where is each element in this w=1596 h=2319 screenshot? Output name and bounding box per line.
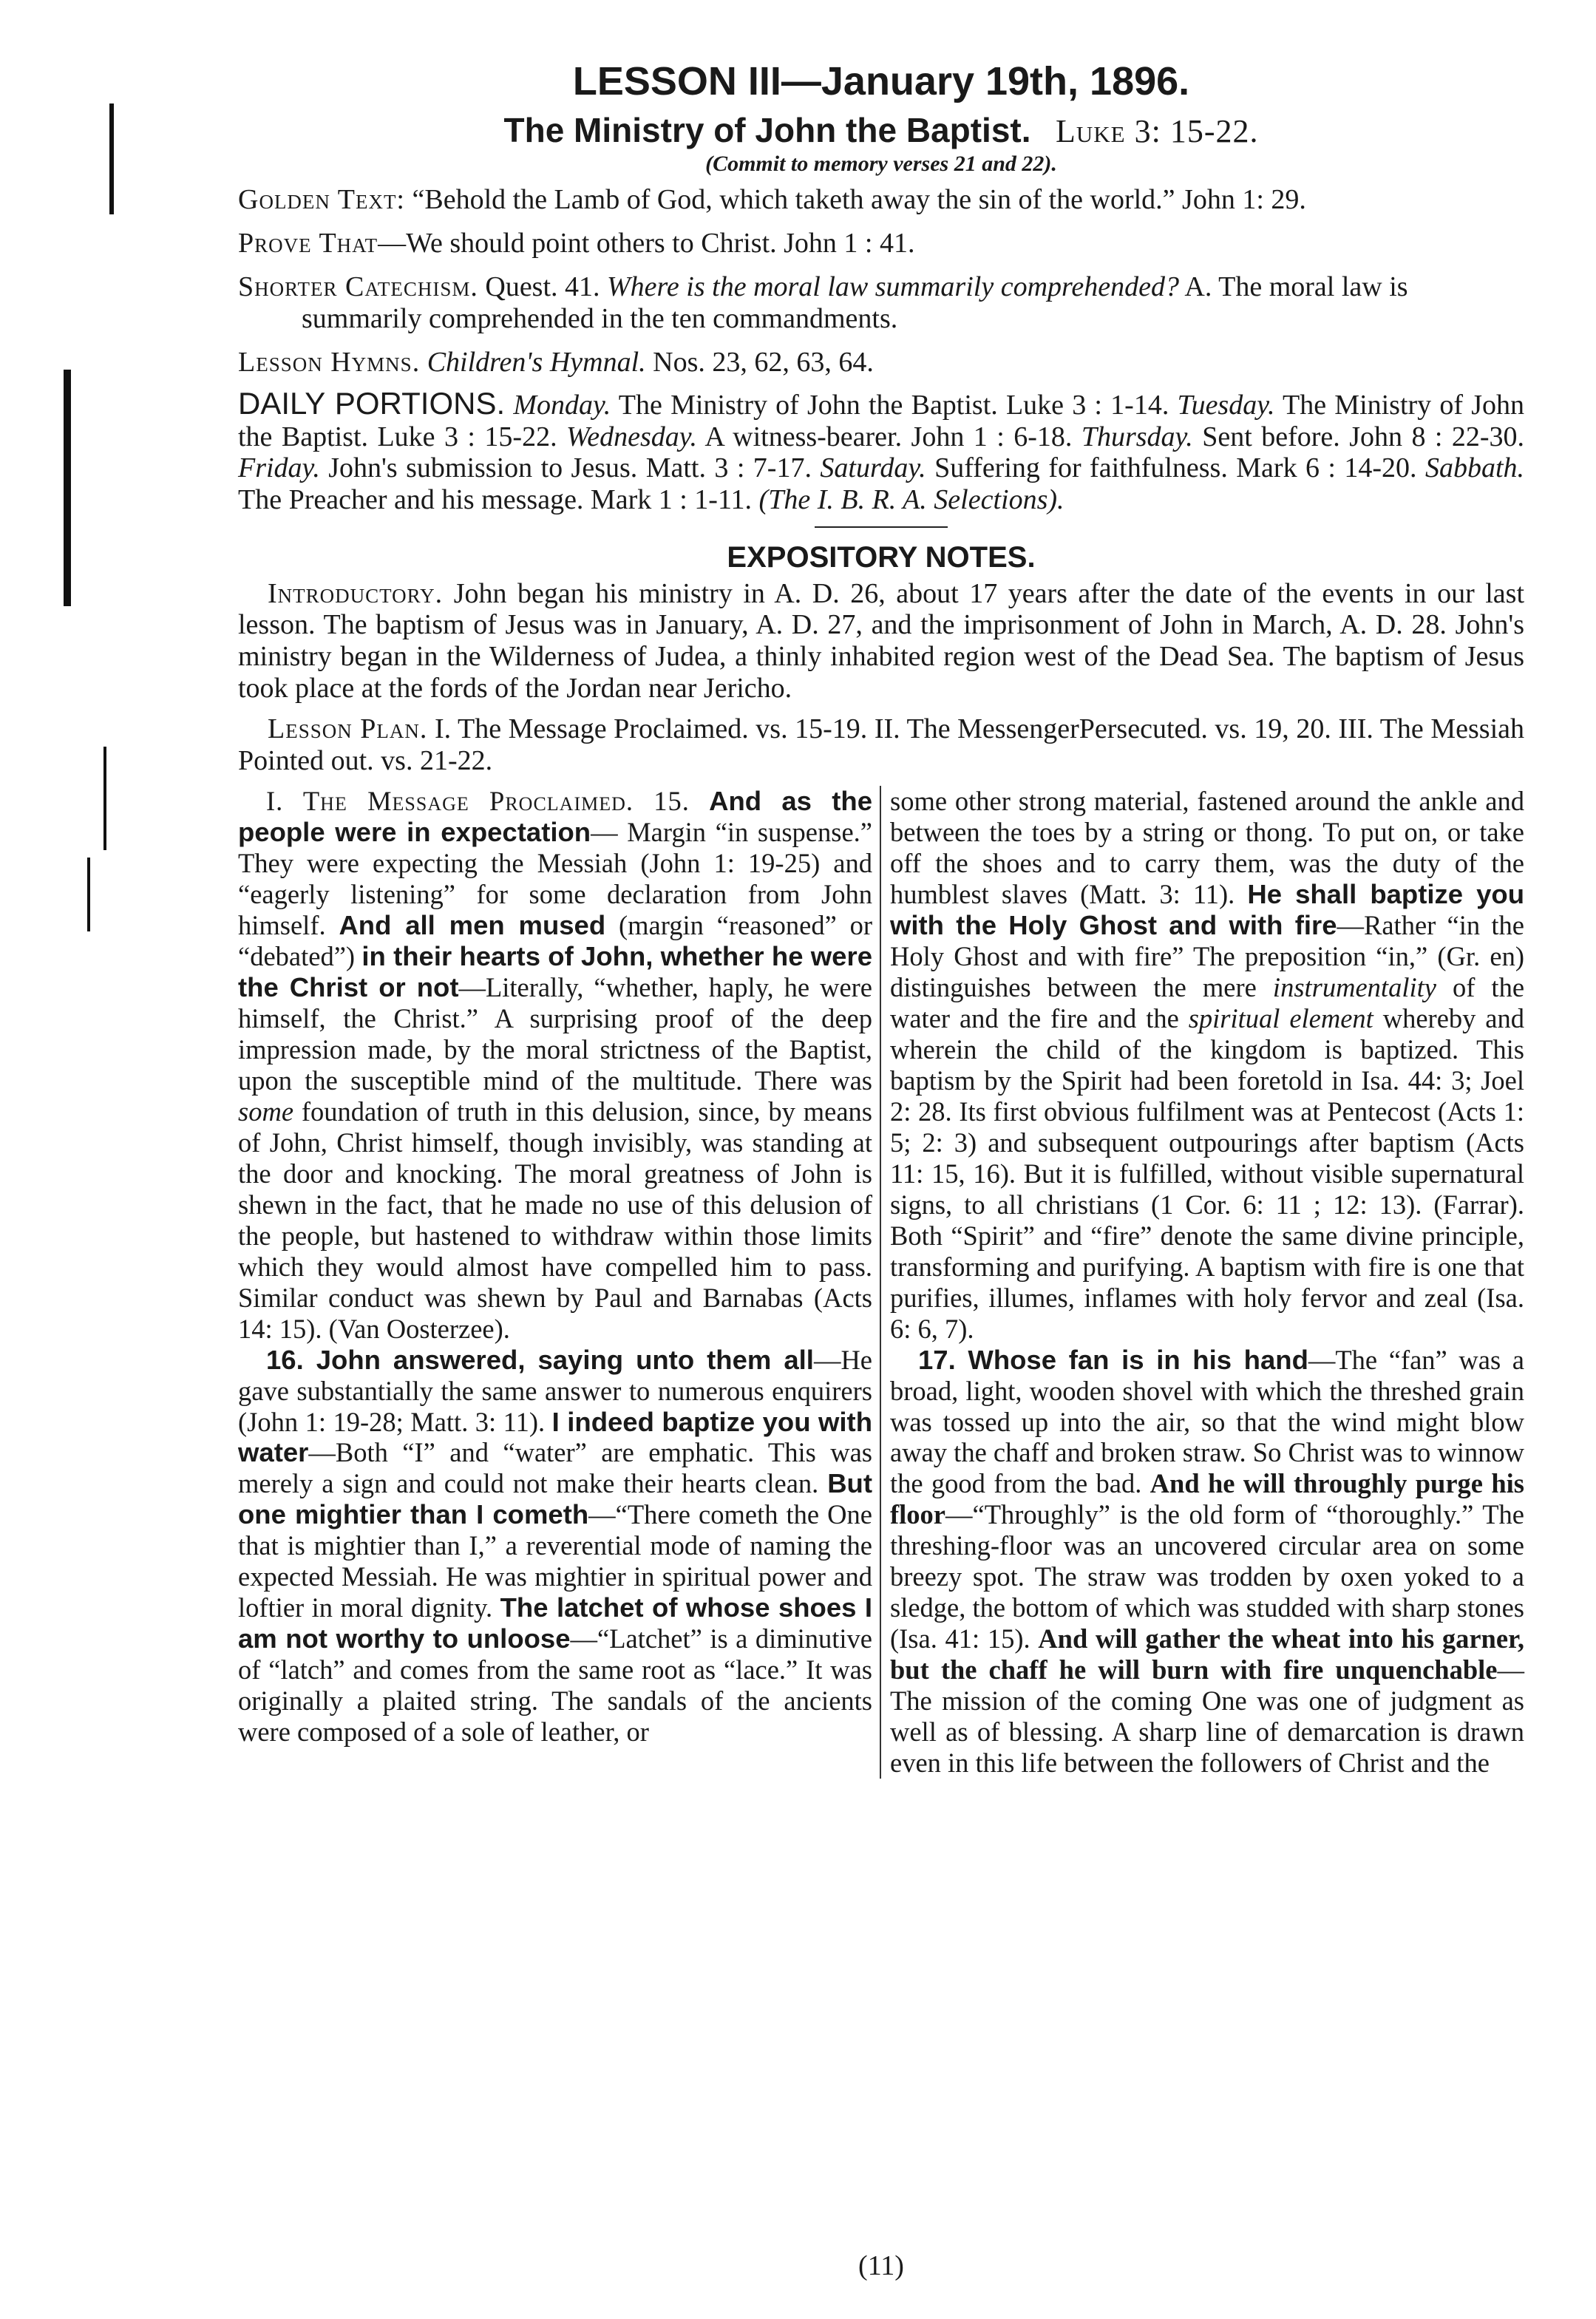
reading-sabbath: The Preacher and his message. Mark 1 : 1-11.	[238, 484, 753, 516]
scripture-reference: Luke 3: 15-22.	[1056, 113, 1259, 150]
verse-15-phrase-2: And all men mused	[339, 910, 606, 940]
lesson-plan-label: Lesson Plan.	[268, 713, 428, 745]
verse-15-comment-2: (margin “reasoned” or “debated”)	[238, 910, 873, 971]
verse-16-phrase-1: 16. John answered, saying unto them all	[266, 1344, 814, 1375]
catechism-question: Where is the moral law summarily comprehended?	[607, 271, 1179, 302]
page-number: (11)	[858, 2250, 904, 2281]
lesson-title: LESSON III—January 19th, 1896.	[572, 59, 1190, 103]
daily-portions	[238, 386, 1524, 517]
section-divider	[815, 526, 948, 528]
day-saturday: Saturday.	[820, 452, 926, 484]
right-italic-2: spiritual element	[1188, 1002, 1373, 1033]
scan-edge-mark	[87, 858, 90, 931]
right-italic-1: instrumentality	[1272, 971, 1436, 1002]
catechism-answer: A. The moral law is summarily comprehended in the ten commandments.	[302, 271, 1408, 334]
reading-wednesday: A witness-bearer. John 1 : 6-18.	[704, 421, 1073, 452]
reading-friday: John's submission to Jesus. Matt. 3 : 7-17.	[328, 452, 812, 484]
commit-note: (Commit to memory verses 21 and 22).	[705, 151, 1057, 176]
right-phrase-1: He shall baptize you with the Holy Ghost and with fire	[890, 879, 1525, 940]
verse-16-comment-1: —He gave substantially the same answer to numerous enquirers (John 1: 19-28; Matt. 3: 11).	[238, 1344, 872, 1437]
verse-17-note	[890, 1345, 1524, 1779]
day-tuesday: Tuesday.	[1177, 389, 1275, 421]
lesson-hymns	[238, 347, 1524, 378]
day-thursday: Thursday.	[1081, 421, 1193, 452]
verse-15-phrase-1: And as the people were in expectation	[238, 786, 872, 848]
hymn-numbers: Nos. 23, 62, 63, 64.	[653, 346, 874, 378]
verse-16-phrase-2: I indeed baptize you with water	[238, 1406, 872, 1468]
expository-notes-heading: EXPOSITORY NOTES.	[727, 541, 1036, 574]
catechism-question-number: Quest. 41.	[485, 271, 600, 302]
verse-16-comment-2: —Both “I” and “water” are emphatic. This was merely a sign and could not make their hearts clean.	[238, 1437, 872, 1499]
day-monday: Monday.	[513, 389, 611, 421]
right-comment-2: —Rather “in the Holy Ghost and with fire” The preposition “in,” (Gr. en) distinguishes between the mere	[890, 910, 1524, 1002]
verse-16-note	[238, 1345, 872, 1748]
verse-17-phrase-3: And will gather the wheat into his garner, but the chaff he will burn with fire unquenchable	[890, 1623, 1524, 1685]
lesson-subject	[238, 112, 1524, 150]
section-one-heading: I. The Message Proclaimed. 15.	[266, 786, 690, 817]
verse-16-continued	[890, 786, 1524, 1344]
scan-edge-mark	[64, 370, 71, 606]
reading-monday: The Ministry of John the Baptist. Luke 3 : 1-14.	[618, 389, 1169, 421]
right-comment-1: some other strong material, fastened around the ankle and between the toes by a string or thong. To put on, or take off the shoes and to carry them, was the duty of the humblest slaves (Matt. 3: 11).	[890, 786, 1524, 910]
verse-17-phrase-1: 17. Whose fan is in his hand	[918, 1344, 1308, 1375]
lesson-plan	[238, 713, 1524, 777]
verse-15-comment-3: —Literally, “whether, haply, he were himself, the Christ.” A surprising proof of the deep impression made, by the moral strictness of the Baptist, upon the susceptible mind of the multitude. There was	[238, 971, 872, 1096]
right-column	[880, 786, 1524, 1779]
prove-that-body: —We should point others to Christ. John 1 : 41.	[378, 227, 915, 259]
verse-15-italic: some	[238, 1096, 294, 1127]
introductory-text: John began his ministry in A. D. 26, about 17 years after the date of the events in our last lesson. The baptism of Jesus was in January, A. D. 27, and the imprisonment of John in March, A. D. 28. John's ministry began in the Wilderness of Judea, a thinly inhabited region west of the Dead Sea. The baptism of Jesus took place at the fords of the Jordan near Jericho.	[238, 577, 1525, 704]
reading-tuesday: The Ministry of John the Baptist. Luke 3 : 15-22.	[238, 389, 1525, 452]
verse-15-note	[238, 786, 872, 1344]
two-column-notes	[238, 786, 1524, 1779]
verse-16-phrase-4: The latchet of whose shoes I am not worthy to unloose	[238, 1592, 873, 1654]
verse-16-phrase-3: But one mightier than I cometh	[238, 1468, 873, 1530]
prove-that	[238, 228, 1524, 259]
lesson-plan-text: I. The Message Proclaimed. vs. 15-19. II. The MessengerPersecuted. vs. 19, 20. III. The Messiah Pointed out. vs. 21-22.	[238, 713, 1525, 777]
shorter-catechism	[238, 271, 1524, 335]
verse-15-comment-4: foundation of truth in this delusion, since, by means of John, Christ himself, though invisibly, was standing at the door and knocking. The moral greatness of John is shewn in the fact, that he made no use of this delusion of the people, but hastened to withdraw within those limits which they would almost have compelled him to pass. Similar conduct was shewn by Paul and Barnabas (Acts 14: 15). (Van Oosterzee).	[238, 1096, 872, 1344]
day-friday: Friday.	[238, 452, 320, 484]
prove-that-label: Prove That	[238, 227, 378, 259]
verse-17-comment-1: —The “fan” was a broad, light, wooden shovel with which the threshed grain was tossed up into the air, so that the wind might blow away the chaff and broken straw. So Christ was to winnow the good from the bad.	[890, 1344, 1524, 1499]
day-sabbath: Sabbath.	[1425, 452, 1525, 484]
verse-16-comment-4: —“Latchet” is a diminutive of “latch” and comes from the same root as “lace.” It was originally a plaited string. The sandals of the ancients were composed of a sole of leather, or	[238, 1623, 872, 1748]
left-column	[238, 786, 880, 1779]
verse-17-comment-3: —The mission of the coming One was one of judgment as well as of blessing. A sharp line of demarcation is drawn even in this life between the followers of Christ and the	[890, 1654, 1524, 1779]
reading-saturday: Suffering for faithfulness. Mark 6 : 14-20.	[934, 452, 1417, 484]
verse-16-comment-3: —“There cometh the One that is mightier than I,” a reverential mode of naming the expected Messiah. He was mightier in spiritual power and loftier in moral dignity.	[238, 1499, 872, 1623]
right-comment-4: whereby and wherein the child of the kingdom is baptized. This baptism by the Spirit had been foretold in Isa. 44: 3; Joel 2: 28. Its first obvious fulfilment was at Pentecost (Acts 1: 5; 2: 3) and subsequent outpourings after baptism (Acts 11: 15, 16). But it is fulfilled, without visible supernatural signs, to all christians (1 Cor. 6: 11 ; 12: 13). (Farrar). Both “Spirit” and “fire” denote the same divine principle, transforming and purifying. A baptism with fire is one that purifies, illumes, inflames with holy fervor and zeal (Isa. 6: 6, 7).	[890, 1002, 1525, 1344]
golden-text-body: “Behold the Lamb of God, which taketh away the sin of the world.” John 1: 29.	[412, 183, 1306, 215]
introductory-paragraph	[238, 578, 1524, 705]
day-wednesday: Wednesday.	[566, 421, 698, 452]
scan-edge-mark	[109, 103, 114, 214]
right-comment-3: of the water and the fire and the	[890, 971, 1525, 1033]
selections-note: (The I. B. R. A. Selections).	[758, 484, 1064, 516]
verse-15-phrase-3: in their hearts of John, whether he were the Christ or not	[238, 940, 872, 1002]
hymnal-name: Children's Hymnal.	[427, 346, 646, 378]
subject-title: The Ministry of John the Baptist.	[503, 111, 1031, 150]
document-page	[238, 59, 1525, 2281]
daily-portions-heading: DAILY PORTIONS.	[238, 385, 506, 421]
catechism-label: Shorter Catechism.	[238, 271, 478, 302]
reading-thursday: Sent before. John 8 : 22-30.	[1202, 421, 1525, 452]
golden-text-label: Golden Text:	[238, 183, 405, 215]
hymns-label: Lesson Hymns.	[238, 346, 421, 378]
verse-17-phrase-2: And he will throughly purge his floor	[890, 1468, 1524, 1530]
verse-17-comment-2: —“Throughly” is the old form of “thoroughly.” The threshing-floor was an uncovered circular area on some breezy spot. The straw was trodden by oxen yoked to a sledge, the bottom of which was studded with sharp stones (Isa. 41: 15).	[890, 1499, 1524, 1654]
scan-edge-mark	[103, 747, 106, 850]
golden-text	[238, 184, 1524, 216]
introductory-label: Introductory.	[268, 577, 444, 609]
verse-15-comment-1: — Margin “in suspense.” They were expecting the Messiah (John 1: 19-25) and “eagerly listening” for some declaration from John himself.	[238, 817, 872, 940]
